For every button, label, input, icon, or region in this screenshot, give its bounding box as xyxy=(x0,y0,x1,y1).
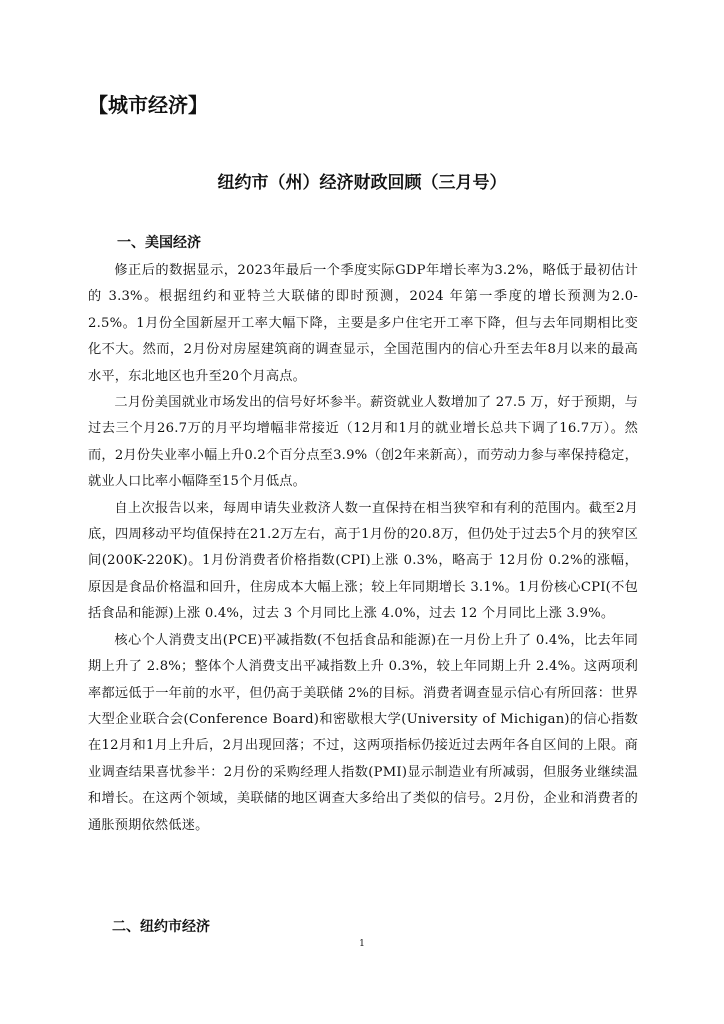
page-number: 1 xyxy=(359,939,365,949)
paragraph: 自上次报告以来，每周申请失业救济人数一直保持在相当狭窄和有利的范围内。截至2月底，四周移动平均值保持在21.2万左右，高于1月份的20.8万，但仍处于过去5个月的狭窄区间(200K-220K)。1月份消费者价格指数(CPI)上涨 0.3%，略高于 12月份 0.2%的涨幅，原因是食品价格温和回升，住房成本大幅上涨；较上年同期增长 3.1%。1月份核心CPI(不包括食品和能源)上涨 0.4%，过去 3 个月同比上涨 4.0%，过去 12 个月同比上涨 3.9%。 xyxy=(88,500,638,622)
heading-nyc-economy: 二、纽约市经济 xyxy=(112,919,210,935)
document-title: 纽约市（州）经济财政回顾（三月号） xyxy=(217,173,507,193)
paragraph: 核心个人消费支出(PCE)平减指数(不包括食品和能源)在一月份上升了 0.4%，比去年同期上升了 2.8%；整体个人消费支出平减指数上升 0.3%，较上年同期上升 2.4%。这两项利率都远低于一年前的水平，但仍高于美联储 2%的目标。消费者调查显示信心有所回落：世界大型企业联合会(Conference Board)和密歇根大学(University of Michigan)的信心指数在12月和1月上升后，2月出现回落；不过，这两项指标仍接近过去两年各自区间的上限。商业调查结果喜忧参半：2月份的采购经理人指数(PMI)显示制造业有所减弱，但服务业继续温和增长。在这两个领域，美联储的地区调查大多给出了类似的信号。2月份，企业和消费者的通胀预期依然低迷。 xyxy=(88,632,638,833)
section-tag: 【城市经济】 xyxy=(88,93,208,117)
body-text xyxy=(88,258,638,839)
paragraph: 修正后的数据显示，2023年最后一个季度实际GDP年增长率为3.2%，略低于最初估计的 3.3%。根据纽约和亚特兰大联储的即时预测，2024 年第一季度的增长预测为2.0-2.5%。1月份全国新屋开工率大幅下降，主要是多户住宅开工率下降，但与去年同期相比变化不大。然而，2月份对房屋建筑商的调查显示，全国范围内的信心升至去年8月以来的最高水平，东北地区也升至20个月高点。 xyxy=(88,263,638,384)
heading-us-economy: 一、美国经济 xyxy=(117,235,201,251)
paragraph: 二月份美国就业市场发出的信号好坏参半。薪资就业人数增加了 27.5 万，好于预期，与过去三个月26.7万的月平均增幅非常接近（12月和1月的就业增长总共下调了16.7万）。然而，2月份失业率小幅上升0.2个百分点至3.9%（创2年来新高），而劳动力参与率保持稳定，就业人口比率小幅降至15个月低点。 xyxy=(88,395,638,490)
